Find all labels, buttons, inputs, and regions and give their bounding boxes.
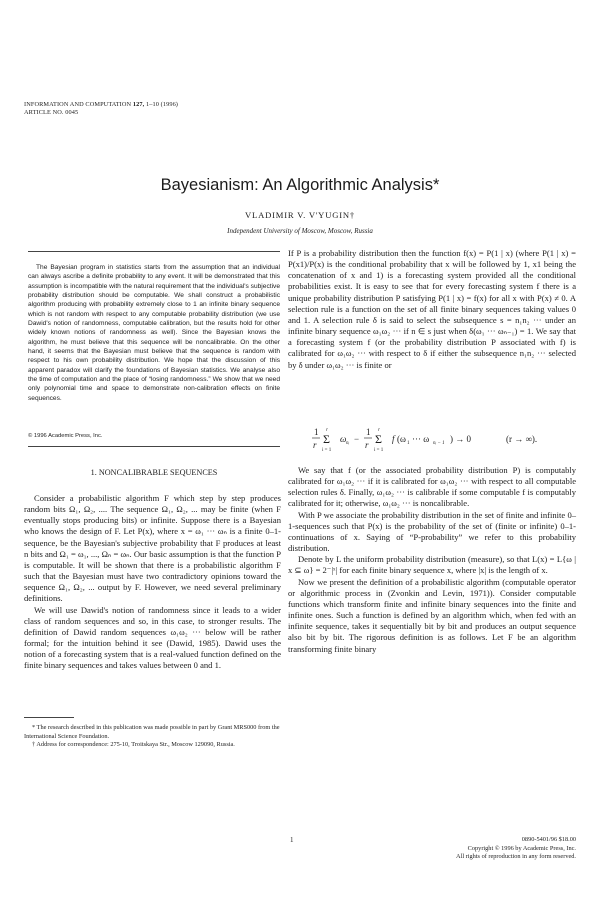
right-paragraph-1: We say that f (or the associated probability distribution P) is computably calibrated for ω₁ω₂ ··· if it is calibrated for ω₁ω₂ ··· with respect to all computable selection rules δ. Finally, ω₁ω₂ ··· is calibrable if some computable f is computably calibrated for it; otherwise, ω₁ω₂ ··· is noncalibrable. bbox=[288, 465, 576, 509]
formula-svg bbox=[310, 423, 580, 455]
right-column-body bbox=[288, 465, 576, 655]
svg-text:f: f bbox=[392, 434, 395, 444]
footnote-2: † Address for correspondence: 275-10, Troitskaya Str., Moscow 129090, Russia. bbox=[32, 741, 235, 749]
publisher-copyright: Copyright © 1996 by Academic Press, Inc. bbox=[467, 844, 576, 852]
paper-title: Bayesianism: An Algorithmic Analysis* bbox=[160, 176, 440, 194]
author-affiliation: Independent University of Moscow, Moscow, Russia bbox=[227, 227, 373, 235]
journal-header bbox=[24, 101, 178, 117]
svg-text:r: r bbox=[326, 428, 328, 433]
svg-text:nᵢ − 1: nᵢ − 1 bbox=[433, 441, 445, 446]
right-paragraph-top: If P is a probability distribution then the function f(x) = P(1 | x) (where P(1 | x) = P(x1)/P(x) is the conditional probability that x will be followed by 1, x1 being the concatenation of x and 1) is a forecasting system provided all the conditional probabilities exist. It is easy to see that for every forecasting system f there is a unique probability distribution P satisfying P(1 | x) = f(x) for all x with P(x) ≠ 0. A selection rule is a function on the set of all finite binary sequences taking values 0 and 1. A selection rule δ is said to select the subsequence s = n₁n₂ ··· under an infinite binary sequence ω₁ω₂ ··· if n ∈ s just when δ(ω₁ ··· ωₙ₋₁) = 1. We say that a forecasting system f (or the probability distribution P associated with f) is calibrated for ω₁ω₂ ··· with respect to δ if either the subsequence n₁n₂ ··· selected by δ under ω₁ω₂ ··· is finite or bbox=[288, 248, 576, 370]
right-paragraph-2: With P we associate the probability distribution in the set of finite and infinite 0–1-sequences such that P(x) is the probability of the set of (finite or infinite) 0–1-continuations of x. Saying of “P-probability” we refer to this probability distribution. bbox=[288, 509, 576, 554]
journal-pages: 1–10 (1996) bbox=[145, 101, 179, 108]
svg-text:r: r bbox=[378, 428, 380, 433]
formula-sum2: Σ bbox=[375, 432, 382, 446]
formula-tail: (r → ∞). bbox=[506, 434, 538, 444]
abstract-bottom-rule bbox=[28, 446, 280, 447]
footnotes bbox=[24, 724, 281, 750]
journal-name: INFORMATION AND COMPUTATION bbox=[24, 101, 132, 108]
formula-sum1: Σ bbox=[323, 432, 330, 446]
rights-statement: All rights of reproduction in any form reserved. bbox=[456, 853, 576, 861]
left-paragraph-2: We will use Dawid's notion of randomness since it leads to a wider class of random sequences and so, in this case, to stronger results. The definition of Dawid random sequences ω₁ω₂ ··· below will be rather formal; for the intuition behind it see (Dawid, 1985). Dawid uses the notion of a forecasting system that is a real-valued function defined on the finite binary sequences and takes values between 0 and 1. bbox=[24, 604, 281, 671]
svg-text:i = 1: i = 1 bbox=[322, 448, 332, 453]
issn-price: 0890-5401/96 $18.00 bbox=[521, 836, 576, 843]
journal-volume: 127, bbox=[132, 101, 145, 108]
svg-text:··· ω: ··· ω bbox=[412, 434, 430, 444]
left-column bbox=[24, 493, 281, 672]
abstract-text: The Bayesian program in statistics starts from the assumption that an individual can always ascribe a definite probability to any event. It will be demonstrated that this assumption is incompatible with the natural requirement that the individual's subjective probability distribution should be computable. We shall construct a probabilistic algorithm producing with probability extremely close to 1 an infinite binary sequence which is not random with respect to any computable probability distribution (we use Dawid's notion of randomness, computable calibration, but the results hold for other widely known notions of randomness as well). Since the Bayesian knows the algorithm, he must believe that this sequence will be noncalibrable. On the other hand, it seems that the Bayesian must believe that the sequence is random with respect to his own probability distribution. We hope that the discussion of this apparent paradox will clarify the foundations of Bayesian statistics. We analyse also the time of computation and the place of “losing randomness.” We show that we need only polynomial time and space to demonstrate non-calibration effects on finite sequences. bbox=[28, 264, 280, 402]
paper-author: VLADIMIR V. V'YUGIN† bbox=[245, 210, 355, 220]
svg-text:1: 1 bbox=[407, 441, 410, 446]
svg-text:) → 0: ) → 0 bbox=[450, 434, 471, 444]
footnote-1: * The research described in this publication was made possible in part by Grant MRS000 from the International Science Foundation. bbox=[24, 724, 280, 740]
abstract-copyright: © 1996 Academic Press, Inc. bbox=[28, 433, 103, 439]
publisher-info bbox=[380, 836, 576, 862]
left-paragraph-1: Consider a probabilistic algorithm F which step by step produces random bits Ω₁, Ω₂, .... The sequence Ω₁, Ω₂, ... may be finite (when F eventually stops producing bits) or infinite. Suppose there is a Bayesian who knows the design of F. Let P(x), where x = ω₁ ··· ωₙ is a finite 0–1-sequence, be the Bayesian's subjective probability that F produces at least n bits and Ω₁ = ω₁, ..., Ωₙ = ωₙ. Our basic assumption is that the function P is computable. It will be shown that there is a probabilistic algorithm F such that the Bayesian must have two contradictory opinions toward the sequence Ω₁, Ω₂, ... output by F. However, we need several preliminary definitions. bbox=[24, 493, 281, 604]
svg-text:ω: ω bbox=[340, 434, 347, 444]
article-number: ARTICLE NO. 0045 bbox=[24, 109, 79, 116]
formula-frac1-num: 1 bbox=[314, 427, 319, 437]
section-heading: 1. NONCALIBRABLE SEQUENCES bbox=[90, 468, 218, 477]
abstract bbox=[28, 263, 280, 403]
right-paragraph-4: Now we present the definition of a probabilistic algorithm (computable operator or algorithmic process in (Zvonkin and Levin, 1971)). Consider computable functions which transform finite and infinite binary sequences into the finite and infinite ones. Such a function is defined by an algorithm which, when fed with an infinite sequence, takes it sequentially bit by bit and produces an output sequence also bit by bit. The rigorous definition is as follows. Let F be an algorithm transforming finite binary bbox=[288, 576, 576, 654]
svg-text:1: 1 bbox=[366, 427, 371, 437]
abstract-top-rule bbox=[28, 251, 280, 252]
svg-text:nᵢ: nᵢ bbox=[346, 441, 350, 446]
svg-text:−: − bbox=[354, 434, 360, 444]
page-number: 1 bbox=[290, 836, 294, 844]
footnote-rule bbox=[24, 717, 74, 718]
svg-text:i = 1: i = 1 bbox=[374, 448, 384, 453]
formula-frac1-den: r bbox=[313, 440, 317, 450]
svg-text:r: r bbox=[365, 440, 369, 450]
calibration-formula bbox=[310, 423, 580, 455]
right-paragraph-3: Denote by L the uniform probability distribution (measure), so that L(x) = L{ω | x ⊆ ω} = 2⁻|ˣ| for each finite binary sequence x, where |x| is the length of x. bbox=[288, 554, 576, 576]
svg-text:(ω: (ω bbox=[397, 434, 406, 444]
right-column-top bbox=[288, 248, 576, 371]
